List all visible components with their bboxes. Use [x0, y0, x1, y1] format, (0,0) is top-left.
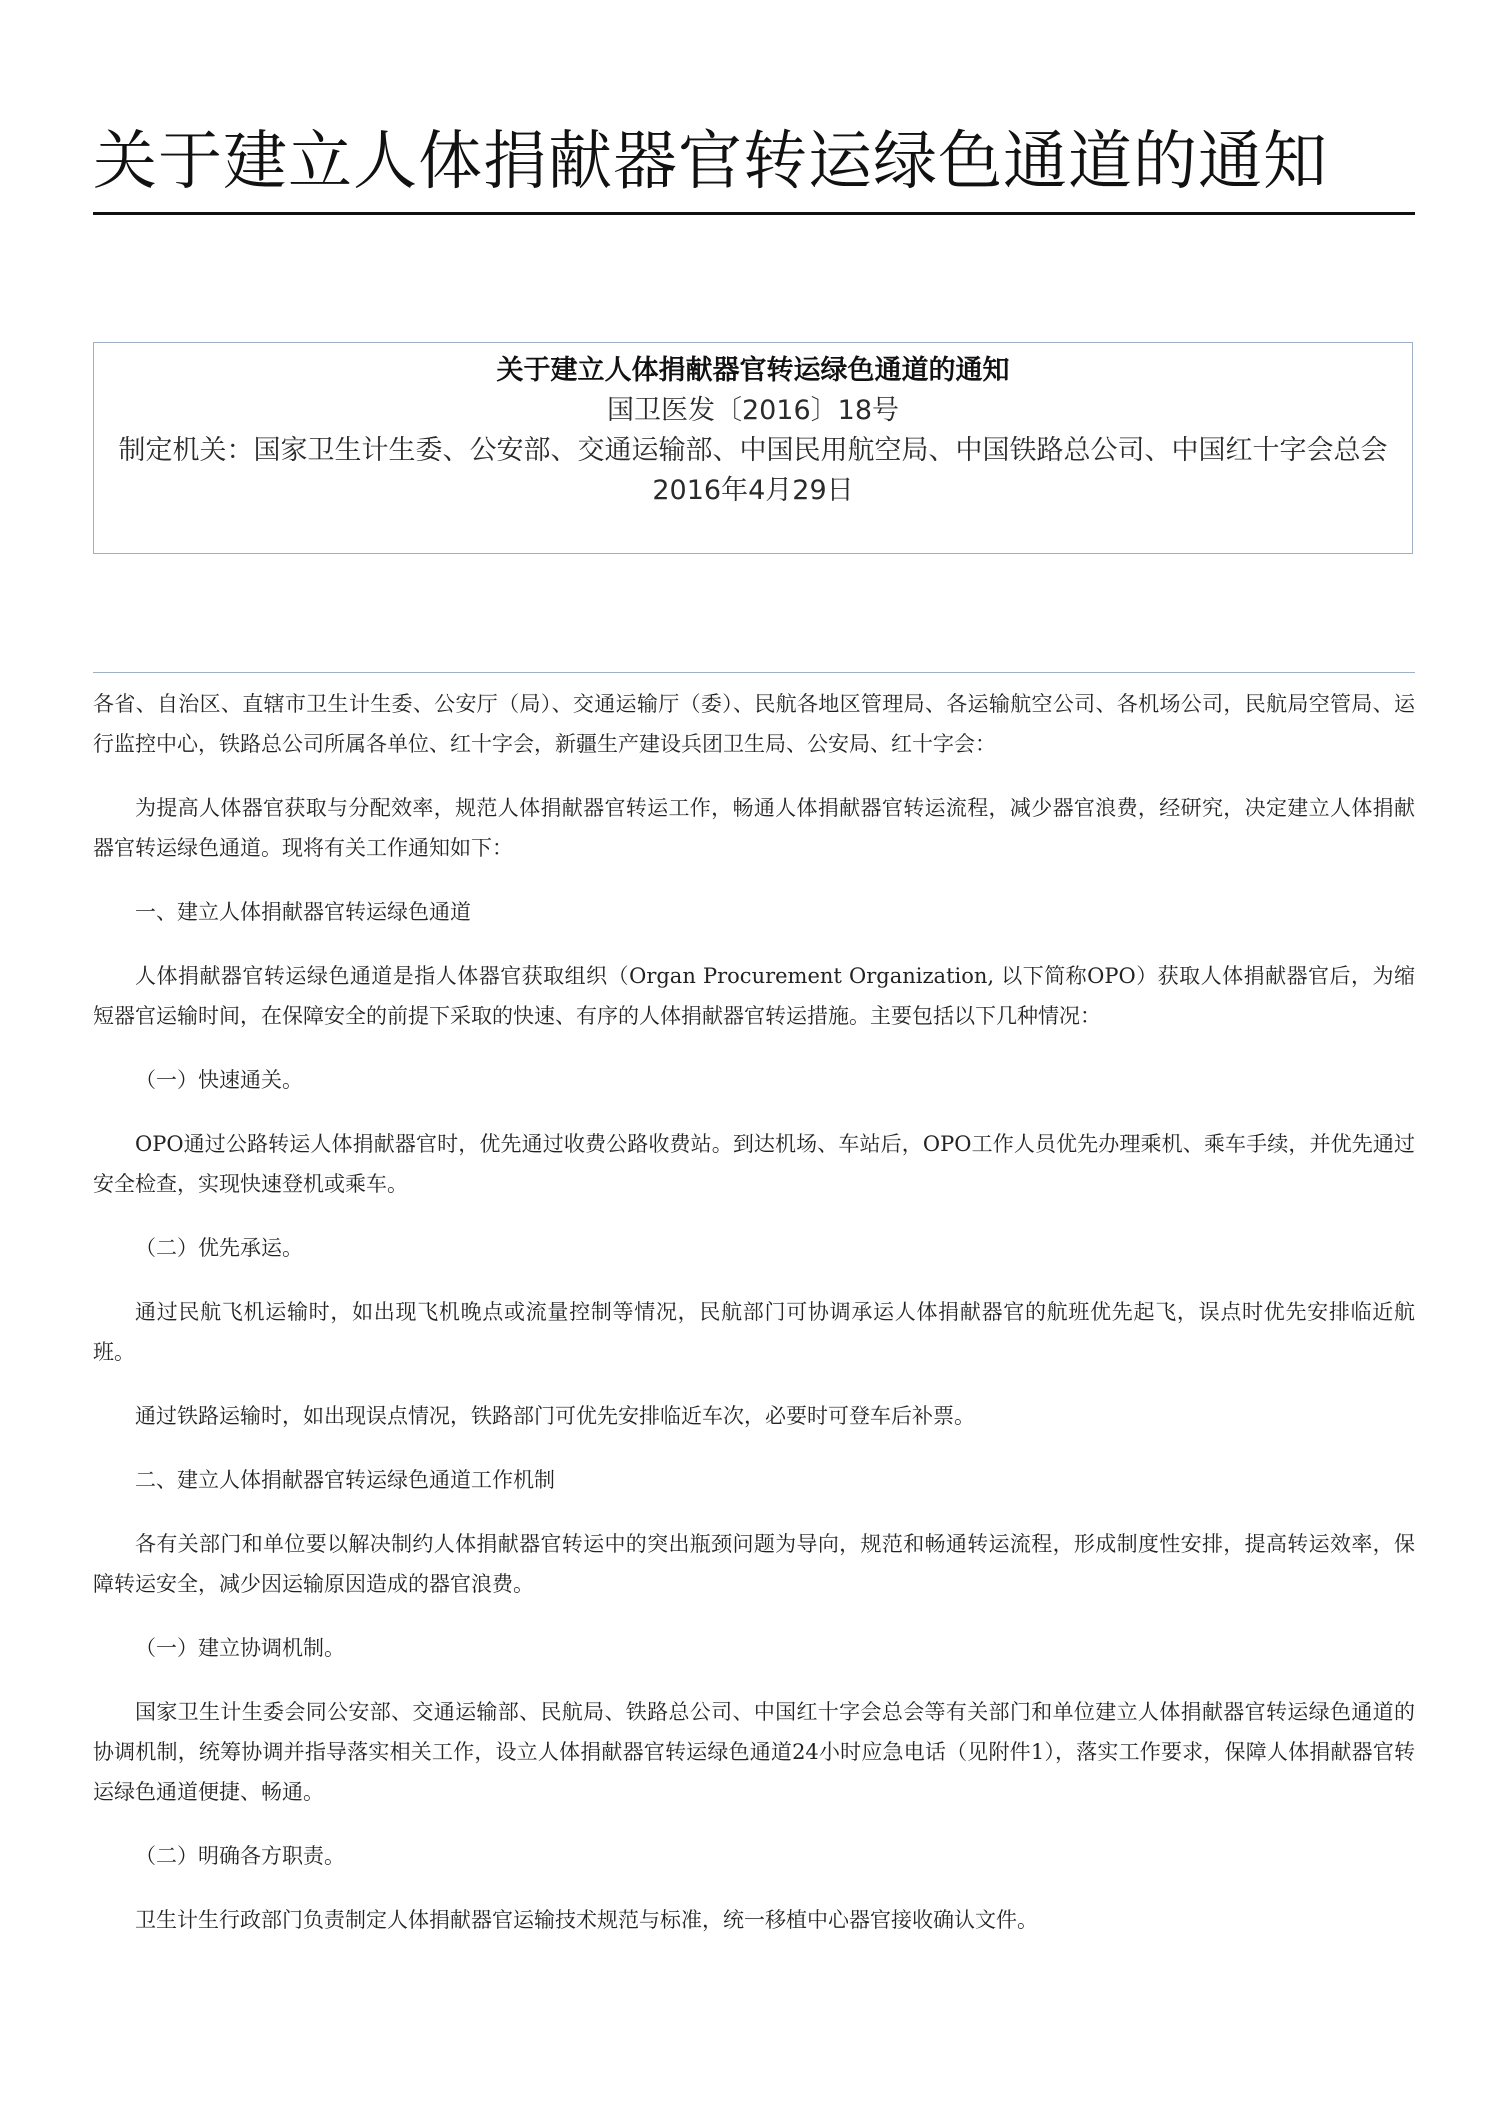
addressee-paragraph: 各省、自治区、直辖市卫生计生委、公安厅（局）、交通运输厅（委）、民航各地区管理局、各运输航空公司、各机场公司，民航局空管局、运行监控中心，铁路总公司所属各单位、红十字会，新疆生产建设兵团卫生局、公安局、红十字会：	[93, 692, 1415, 756]
section-heading-2: 二、建立人体捐献器官转运绿色通道工作机制	[135, 1468, 555, 1492]
body-paragraph: 通过铁路运输时，如出现误点情况，铁路部门可优先安排临近车次，必要时可登车后补票。	[135, 1404, 975, 1428]
subsection-heading: （二）优先承运。	[135, 1236, 303, 1260]
document-info-box	[93, 342, 1413, 554]
body-paragraph: 卫生计生行政部门负责制定人体捐献器官运输技术规范与标准，统一移植中心器官接收确认文件。	[135, 1908, 1038, 1932]
body-paragraph: 人体捐献器官转运绿色通道是指人体器官获取组织（Organ Procurement Organization, 以下简称OPO）获取人体捐献器官后，为缩短器官运输时间，在保障安全的前提下采取的快速、有序的人体捐献器官转运措施。主要包括以下几种情况：	[93, 964, 1415, 1028]
issue-date: 2016年4月29日	[652, 475, 854, 506]
body-paragraph: OPO通过公路转运人体捐献器官时，优先通过收费公路收费站。到达机场、车站后，OPO工作人员优先办理乘机、乘车手续，并优先通过安全检查，实现快速登机或乘车。	[93, 1132, 1415, 1196]
section-heading-1: 一、建立人体捐献器官转运绿色通道	[135, 900, 471, 924]
subsection-heading: （二）明确各方职责。	[135, 1844, 345, 1868]
info-title: 关于建立人体捐献器官转运绿色通道的通知	[496, 355, 1010, 386]
body-paragraph: 国家卫生计生委会同公安部、交通运输部、民航局、铁路总公司、中国红十字会总会等有关部门和单位建立人体捐献器官转运绿色通道的协调机制，统筹协调并指导落实相关工作，设立人体捐献器官转运绿色通道24小时应急电话（见附件1），落实工作要求，保障人体捐献器官转运绿色通道便捷、畅通。	[93, 1700, 1415, 1804]
issuing-authorities: 制定机关：国家卫生计生委、公安部、交通运输部、中国民用航空局、中国铁路总公司、中国红十字会总会	[118, 435, 1388, 466]
document-title: 关于建立人体捐献器官转运绿色通道的通知	[93, 125, 1328, 199]
body-paragraph: 各有关部门和单位要以解决制约人体捐献器官转运中的突出瓶颈问题为导向，规范和畅通转运流程，形成制度性安排，提高转运效率，保障转运安全，减少因运输原因造成的器官浪费。	[93, 1532, 1415, 1596]
document-number: 国卫医发〔2016〕18号	[606, 395, 900, 426]
body-paragraph: 通过民航飞机运输时，如出现飞机晚点或流量控制等情况，民航部门可协调承运人体捐献器官的航班优先起飞，误点时优先安排临近航班。	[93, 1300, 1415, 1364]
subsection-heading: （一）建立协调机制。	[135, 1636, 345, 1660]
document-body	[93, 684, 1415, 1964]
body-divider	[93, 672, 1415, 673]
intro-paragraph: 为提高人体器官获取与分配效率，规范人体捐献器官转运工作，畅通人体捐献器官转运流程，减少器官浪费，经研究，决定建立人体捐献器官转运绿色通道。现将有关工作通知如下：	[93, 796, 1415, 860]
subsection-heading: （一）快速通关。	[135, 1068, 303, 1092]
title-divider	[93, 212, 1415, 215]
